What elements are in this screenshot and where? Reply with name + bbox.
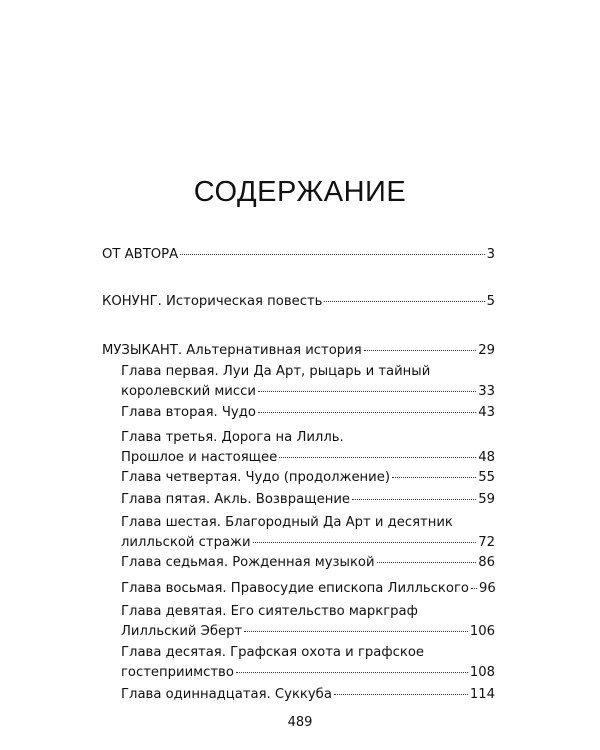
- page-title: СОДЕРЖАНИЕ: [193, 176, 407, 208]
- toc-page-number: 43: [478, 405, 495, 420]
- leader-dots: [352, 499, 476, 500]
- leader-dots: [253, 542, 477, 543]
- leader-dots: [258, 412, 476, 413]
- toc-entry-text-line1: Глава десятая. Графская охота и графское: [121, 645, 424, 660]
- toc-entry-muzykant[interactable]: [102, 341, 495, 361]
- toc-entry-text-line1: Глава первая. Луи Да Арт, рыцарь и тайный: [121, 364, 431, 379]
- leader-dots: [236, 672, 468, 673]
- toc-entry-text: Глава одиннадцатая. Суккуба: [121, 687, 332, 702]
- toc-entry-text: Лилльский Эберт: [121, 624, 243, 639]
- toc-page-number: 106: [469, 624, 495, 639]
- toc-entry-chapter-3[interactable]: [121, 428, 495, 468]
- leader-dots: [471, 588, 477, 589]
- toc-page-number: 55: [478, 470, 495, 485]
- leader-dots: [180, 254, 485, 255]
- toc-entry-text: Глава вторая. Чудо: [121, 405, 256, 420]
- toc-entry-text: Глава седьмая. Рожденная музыкой: [121, 555, 375, 570]
- toc-entry-text-line1: Глава третья. Дорога на Лилль.: [121, 430, 344, 445]
- leader-dots: [377, 562, 477, 563]
- toc-page-number: 3: [486, 247, 495, 262]
- toc-entry-text: КОНУНГ. Историческая повесть: [102, 294, 323, 309]
- toc-entry-text: гостеприимство: [121, 665, 234, 680]
- toc-entry-text: Прошлое и настоящее: [121, 450, 278, 465]
- toc-entry-chapter-8[interactable]: [121, 579, 495, 599]
- toc-page-number: 108: [469, 665, 495, 680]
- toc-page-number: 48: [478, 450, 495, 465]
- leader-dots: [244, 631, 468, 632]
- toc-entry-text-line1: Глава шестая. Благородный Да Арт и десятник: [121, 515, 453, 530]
- toc-page-number: 5: [486, 294, 495, 309]
- toc-entry-text: Глава пятая. Акль. Возвращение: [121, 492, 350, 507]
- toc-page-number: 33: [478, 384, 495, 399]
- toc-entry-chapter-9[interactable]: [121, 602, 495, 642]
- toc-page-number: 72: [478, 535, 495, 550]
- toc-page-number: 86: [478, 555, 495, 570]
- toc-entry-text: ОТ АВТОРА: [102, 247, 179, 262]
- toc-page-number: 59: [478, 492, 495, 507]
- toc-entry-text-line1: Глава девятая. Его сиятельство маркграф: [121, 604, 418, 619]
- page-number-footer: 489: [287, 715, 313, 730]
- toc-entry-chapter-7[interactable]: [121, 553, 495, 573]
- toc-entry-chapter-10[interactable]: [121, 643, 495, 683]
- leader-dots: [258, 391, 476, 392]
- toc-entry-chapter-11[interactable]: [121, 685, 495, 705]
- toc-entry-chapter-1[interactable]: [121, 362, 495, 402]
- leader-dots: [392, 477, 476, 478]
- leader-dots: [364, 350, 477, 351]
- toc-entry-text: королевский мисси: [121, 384, 256, 399]
- toc-entry-text: МУЗЫКАНТ. Альтернативная история: [102, 343, 362, 358]
- leader-dots: [324, 301, 484, 302]
- leader-dots: [279, 457, 476, 458]
- toc-entry-chapter-4[interactable]: [121, 468, 495, 488]
- toc-entry-from-author[interactable]: [102, 245, 495, 265]
- toc-entry-konung[interactable]: [102, 292, 495, 312]
- toc-page-number: 114: [469, 687, 495, 702]
- toc-entry-chapter-2[interactable]: [121, 403, 495, 423]
- toc-entry-text: Глава четвертая. Чудо (продолжение): [121, 470, 391, 485]
- toc-page-number: 29: [478, 343, 495, 358]
- toc-entry-chapter-5[interactable]: [121, 490, 495, 510]
- toc-entry-text: Глава восьмая. Правосудие епископа Лилльского: [121, 581, 469, 596]
- leader-dots: [334, 694, 468, 695]
- toc-entry-text: лилльской стражи: [121, 535, 251, 550]
- toc-entry-chapter-6[interactable]: [121, 513, 495, 553]
- toc-page-number: 96: [478, 581, 496, 596]
